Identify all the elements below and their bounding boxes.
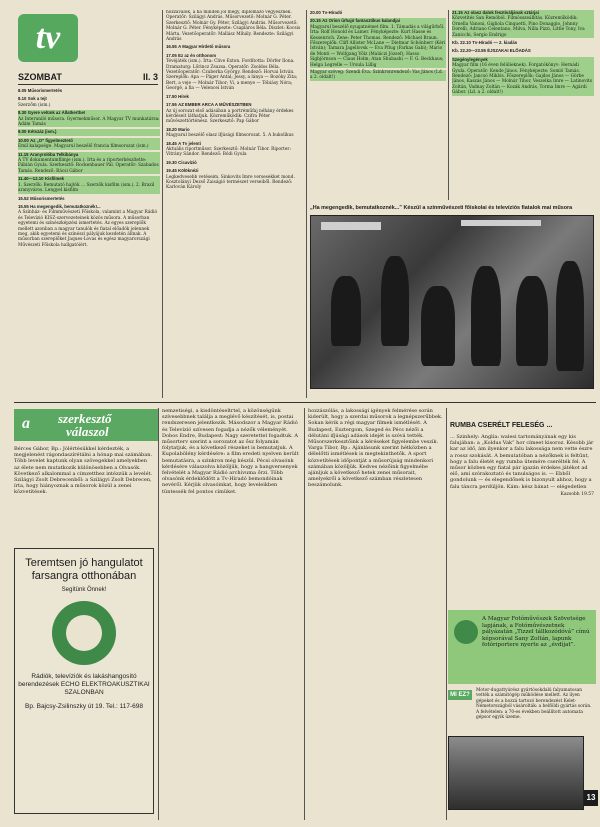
program-entry xyxy=(166,102,304,125)
program-column-1 xyxy=(18,88,160,398)
program-entry xyxy=(166,141,304,158)
program-title: Az Orion űrhajó fantasztikus kalandjai xyxy=(322,18,400,24)
section-divider xyxy=(14,402,596,403)
program-entry xyxy=(18,152,160,175)
program-description: Emil kalapsége. Magyarul beszélő francia filmsorozat (ism.) xyxy=(18,144,149,150)
program-title: Szegénylegények xyxy=(452,56,488,62)
program-entry xyxy=(18,204,160,248)
editor-answers-banner: a szerkesztő válaszol xyxy=(14,409,158,441)
rumba-signature: Kazsobh 19.57 xyxy=(560,491,594,497)
photo-caption: „Ha megengedik, bemutatkoznék...” Készül a színművészeti főiskolai és televíziós fiatalok mai műsora xyxy=(310,205,573,211)
photographer-emblem-icon xyxy=(454,620,478,644)
program-description: Tévéjáték (ism.). Írta: Clive Exton. Fordította: Dörfer Ilona. Dramaturg: Lőrincz Zsuzsa. Operatőr: Zsoldos Béla. Vezetőoperatőr: Czuberka György. Rendező: Horvai István. Szereplők: Apa — Páger Antal; Jessy, a lánya — Bozóky Zita; Bert, a veje — Molnár Tibor; Vi, a menye — Tóbiásy Nóra; Georgé, a fia — Velencei István xyxy=(166,59,298,92)
program-time: 17.05 xyxy=(166,52,177,58)
program-title: Tv-Híradó — 2. kiadás xyxy=(472,40,518,46)
program-entry xyxy=(310,70,446,81)
program-title: Tv-Híradó xyxy=(322,10,343,15)
program-description: 1. Szerzők: Bemutató hajtók ... Szerzők kisfilm (ism.). 2. Brazil aranyváros. Lengyel kisfilm xyxy=(18,182,155,194)
program-description: Legkedvesebb vetéseim. Sinkovits Imre versesekket mond. Kosztolányi Dezső Zaiságió természet verseiből. Rendező: Karlován Károly xyxy=(166,174,295,191)
answers-column-2: nemzetiségi, a kisdöntéseltrtel, a közönségünk szívesebbnek találja a meglévő készítését, is, postai rendszeresen jelentkezik. Másodszor a Magyar Rádió és Televízió szívesen fogadja a nézők véleményét. Dobos Endre, Budapest: Nagy szeretettel fogadtuk. A műsorterv szerint a sorozatot az ősz folyamán folytatjuk, és a következő részeket is bemutatjuk. A Kupolabölény kérdésére: a film eredeti nyelven került bemutatásra, a szinkron még készül. Pécsi olvasónk kérdésére válaszolva közöljük, hogy a hangversenyek felvételét a Magyar Rádió archívuma őrzi. Több olvasónk érdeklődött a Tv-Híradó bemondóinak nevéről. Kérjük olvasóinkat, hogy leveleikben tüntessék fel pontos címüket. xyxy=(162,408,299,495)
mi-ez-text: Motor-dugattyúrész gyártósokdalú falyamatosan vették a számítógép működése mellett. Az ilyen gépeket és a hozzá tartozó berendezést Kelet-Németországból vásárolták: a belföldi gyártás során. A felvételen: a 70-es években beállított automata gépsor egyik üzeme. xyxy=(476,688,592,721)
column-divider xyxy=(304,408,305,820)
program-entry xyxy=(166,127,304,139)
mi-ez-box xyxy=(448,686,596,730)
program-time: Kb. 22.10 xyxy=(452,40,471,46)
program-time: 8.30 xyxy=(18,110,27,116)
program-title: Műsorismertetés xyxy=(27,88,63,93)
program-title: Kölöknézi xyxy=(178,168,199,174)
program-time: 10.00 xyxy=(18,137,29,143)
program-entry xyxy=(166,160,304,166)
program-column-2 xyxy=(166,10,304,398)
program-entry xyxy=(166,44,304,50)
ad-emblem-icon xyxy=(52,601,116,665)
day-header xyxy=(18,72,158,85)
photo-machinery xyxy=(448,736,584,810)
day-date: II. 3 xyxy=(142,72,158,82)
program-time: 11.15 xyxy=(18,151,29,157)
page-number: 13 xyxy=(584,790,598,806)
program-time: 20.15 xyxy=(310,18,321,24)
ad-address: Bp. Bajcsy-Zsilinszky út 19. Tel.: 117-698 xyxy=(25,703,143,710)
program-description: Aktuális riportműsor. Szerkesztő: Molnár Tibor. Riporter: Vitrány Sándor. Rendező: Bódi Gyula xyxy=(166,146,291,158)
program-title: Kisfilmek xyxy=(44,176,65,182)
program-entry xyxy=(18,110,160,127)
program-time: 9.00 xyxy=(18,129,27,135)
program-title: Kétszáz (ism.) xyxy=(27,129,57,135)
program-description: Magyar film (16 éven felülieknek). Forgatókönyv: Hernádi Gyula. Operatőr: Kende János. Fényképezte: Somló Tamás. Rendező: Jancsó Miklós. Főszereplők: Gajdos János — Görbe János, Kaszás János — Molnár Tibor, Veszelka Imre — Latinovits Zoltán, Vadnay Zoltán — Kozák András, Torma Imre — Agárdi Gábor. (Ld. a 2. oldalt!) xyxy=(452,63,592,96)
program-description: hozzávalók, a ha minden jól megy, diplomázó vegyésznek. Operatőr: Szilágyi András. Műsorvezető: Molnár G. Péter. Szerkesztő: Molnár Gy. Péter, Szilágyi András. Műsorvezető: Molnár G. Péter. Fényképezte: Csapláros Béla. Díszlet: Kocsis Márta. Vezetőoperatőr: Mallász Mihály. Rendezte: Szilágyi András xyxy=(166,10,301,43)
program-time: 18.20 xyxy=(166,126,177,132)
program-title: Ha megengedik, bemutatkoznék!... xyxy=(30,203,101,209)
program-entry xyxy=(452,10,594,38)
program-entry xyxy=(310,10,446,16)
program-time: 21.15 xyxy=(452,10,463,15)
program-title: Hírek xyxy=(178,93,189,99)
program-time: 19.45 xyxy=(166,168,177,174)
program-description: Szerzőm (ism.) xyxy=(18,102,51,108)
program-description: Közvetítés San Remóból. Filmösszeállítás. Közreműködik: Ornella Vanoni, Gigliola Cinquetti, Pino Donaggio, Johnny Dorelli, Adriano Celentano, Milva, Nilla Pizzi, Little Tony, Iva Zanicchi, Sergio Endrigo xyxy=(452,16,585,38)
program-entry xyxy=(18,138,160,150)
program-title: A Magyar Hírdető műsora xyxy=(178,44,231,50)
program-time: 17.55 xyxy=(166,102,177,108)
program-title: AZ EMBER ARCA A MŰVÉSZETBEN xyxy=(178,102,252,108)
photo-students xyxy=(310,215,594,389)
mi-ez-label: MI EZ? xyxy=(448,690,472,700)
program-entry xyxy=(452,48,594,54)
program-description: Magyarul beszélő olasz ifjúsági filmsorozat. 5. A bukolikus xyxy=(166,133,294,139)
rumba-title: RUMBA CSERÉLT FELESÉG ... xyxy=(450,422,553,429)
column-divider xyxy=(158,408,159,820)
answers-column-1: Bérces Gábor, Bp.: Jólértésükkel kérdezték, a megjelenést rágondaszírétálni a hónap mai számában. Több levelet kaptunk olyan szövegekkel amelyekben az élete nem mutatkozik különösebben a Olvasók. Következő alkalommal a címzetthez intézzük a levelét. Szilágyi Zsolt Debrecenből: a Szilágyi Zsolt Debrecen, írta, hogy hiányoznak a műsorok közül a zenei közvetítések. xyxy=(14,446,153,496)
program-time: 17.50 xyxy=(166,93,177,99)
program-time: 18.45 xyxy=(166,140,177,146)
program-entry xyxy=(18,176,160,193)
column-divider xyxy=(448,10,449,200)
program-entry xyxy=(166,10,304,42)
program-title: Ez az én otthonom xyxy=(178,52,217,58)
program-entry xyxy=(310,18,446,68)
program-time: 11.40—12.10 xyxy=(18,176,44,182)
column-divider xyxy=(446,408,447,820)
ad-headline: Teremtsen jó hangulatot farsangra otthonában xyxy=(25,557,143,582)
program-time: Kb. 22.20—23.55 xyxy=(452,48,486,54)
program-time: 20.00 xyxy=(310,10,321,15)
program-entry xyxy=(18,129,160,135)
program-entry xyxy=(452,40,594,46)
program-column-3 xyxy=(310,10,446,200)
day-name: SZOMBAT xyxy=(18,72,62,82)
program-column-4 xyxy=(452,10,594,200)
program-description: A TV dokumentumfilmje (ism.). Irta és a riporterkészítette: Fábián Gyula. Szerkesztő: Rockenbauer Pál. Operatőr: Szabados Tamás. Rendező: Bácsi Gábor xyxy=(18,158,159,174)
program-time: 8.10 xyxy=(18,96,27,102)
program-description: Magyar szöveg: Szendi Éva. Szinkronrendező: Vas János (Ld. a 2. oldalt!) xyxy=(310,70,443,81)
program-time: 19.30 xyxy=(166,159,177,165)
program-entry xyxy=(166,168,304,191)
column-divider xyxy=(162,10,163,398)
program-time: 8.05 xyxy=(18,88,27,93)
tv-logo: tv xyxy=(18,14,78,62)
program-title: A Tv jelenti xyxy=(178,140,201,146)
rumba-text: ... Szinhely: Anglia: walesi tartományának egy kis falujában: a „Koldus Vak” hor címeet kisoroz. Késobb jár kar az idő, ám ilyenkor a falu lakossága nem vette észre a rossz szokását. A bemutatóban a nézőknek is feltűnt, hogy a falu életét egy rumba ütemére cserélték fel. A műsor közben egy fiatal pár igazán érdekes játékot ad elő, ami szórakoztató és tanulságos is. — Ebből gondolunk — és elegendőnek is bizonyult ahhoz, hogy a falu táncra perdüljön. Kám: kész bánat — elégedetlen Kazsobh 19.57 xyxy=(450,434,594,497)
photo-award-text: A Magyar Fotóművészek Szövetsége lapjának, a Fotóművészetnek pályázatán „Tizzel tállkozódóvá” címú képsorával Sany Zoltán, lapunk fotóriportere nyerte az „évdíjat”. xyxy=(482,616,590,649)
program-entry xyxy=(18,196,160,202)
program-title: Az „O” figyelmeztető xyxy=(30,137,73,143)
program-title: Műsorismertetés xyxy=(30,195,65,201)
program-time: 15.52 xyxy=(18,195,29,201)
program-entry xyxy=(18,88,160,94)
program-title: ÉJSZAKAI ELŐADÁS xyxy=(487,48,531,54)
program-title: Cicavízió xyxy=(178,159,197,165)
program-title: Sok a tejt xyxy=(27,96,47,102)
echo-advertisement xyxy=(14,548,154,814)
column-divider xyxy=(306,10,307,398)
answers-column-3: hozzászólás, a lakossági igények felmérése során kiderült, hogy a szerdai műsorok a legnépszerűbbek. Sokan kérik a régi magyar filmek ismétlését. A Budapest, Esztergom, Szeged és Pécs nézői a délutáni ifjúsági adások idejét is szóvá tették. Műsorszerkesztőink a kéréseket figyelembe veszik. Varga Tibor, Bp.: Ajánlásunk szerint hétközben a délelőtti ismétlések is megtekinthetők. A sport közvetítések időpontját a műsorújság mindenkori számában közöljük. Kedves nézőink figyelmébe ajánljuk a következő hetek zenei műsorait, amelyekről a következő számban részletesen beszámolunk. xyxy=(308,408,443,489)
program-description: Magyarul beszélő nyugatnémet film. 1. Támadás a világűrből. Írta: Rolf Honold és Lamer. Fényképezte: Kurt Hasse és Kessenrich. Zene: Peter Thomas. Rendező: Michael Braun. Főszereplők: Cliff Allister McLane — Dietmar Schönherr (Kéri István); Tamara Jagellovsk — Eva Pflug (Farkas Gabi); Mario de Monti — Wolfgang Völz (Maláczi József); Hasso Sigbjörnson — Claus Holm; Atan Shubashi — F. G. Beckhaus; Helga Legrelle — Ursula Lillig xyxy=(310,24,446,68)
program-title: Aranyrolóba Telkibánya xyxy=(29,151,79,157)
ad-subline: Segítünk Önnek! xyxy=(61,587,107,593)
photo-award-box xyxy=(448,610,596,684)
program-entry xyxy=(452,57,594,96)
program-description: A Színház- és Filmművészeti Főiskola, valamint a Magyar Rádió és Televízió KISZ-szervezeteinek közös műsora. A műsorban egyetemi és színészképzési ismertetés. Az egyes szereplők mellett azonban a magyar tanulók és fiatal előadók jelennek meg, akik egyetemi és színészi pályájuk kezdetén állnak. A műsorban szereplőket Jaques-Lovas és egész magyarországi Művészeti Főiskola hallgatóiért. xyxy=(18,210,158,248)
program-description: Az új sorozat első adásában a portréműfaj néhány érdekes kérdéseit láthatjuk. Közreműködik: Czifra Péter művészettörténész. Szerkesztő: Pap Gábor xyxy=(166,108,294,125)
program-entry xyxy=(166,94,304,100)
program-time: 15.55 xyxy=(18,203,29,209)
program-entry xyxy=(166,53,304,92)
program-title: Gyere velünk az Állatkertbe! xyxy=(27,110,86,116)
program-entry xyxy=(18,96,160,108)
program-description: Az Interuniló műsora. Gyermekműsor. A Magyar TV munkatársa: Adám Tamás xyxy=(18,116,160,128)
program-time: 16.55 xyxy=(166,44,177,50)
ad-body: Rádiók, televíziók és lakáshangosító berendezések ECHO ELEKTROAKUSZTIKAI SZALONBAN xyxy=(18,673,150,696)
program-title: Mario xyxy=(178,126,190,132)
program-title: Az olasz dalok fesztiváljának sztárjai xyxy=(464,10,539,15)
